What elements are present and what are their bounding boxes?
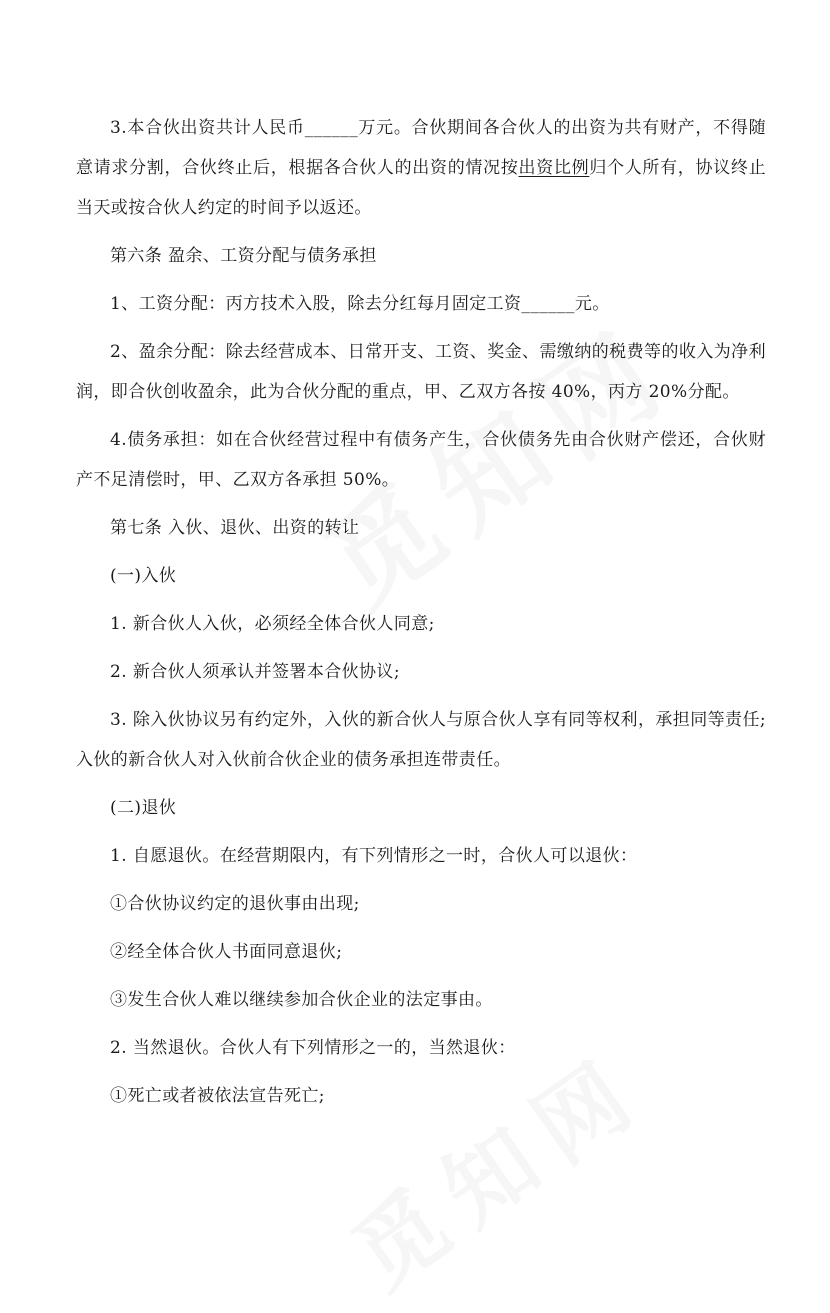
list-item: 2. 当然退伙。合伙人有下列情形之一的，当然退伙： bbox=[110, 1038, 516, 1058]
list-item: ②经全体合伙人书面同意退伙; bbox=[110, 942, 343, 962]
article-heading: 第七条 入伙、退伙、出资的转让 bbox=[110, 518, 360, 538]
article-heading: 第六条 盈余、工资分配与债务承担 bbox=[110, 246, 377, 266]
list-item: 1. 新合伙人入伙，必须经全体合伙人同意; bbox=[110, 614, 435, 634]
underlined-term: 出资比例 bbox=[518, 158, 590, 178]
list-item: ①死亡或者被依法宣告死亡; bbox=[110, 1086, 325, 1106]
paragraph-debt: 4.债务承担：如在合伙经营过程中有债务产生，合伙债务先由合伙财产偿还，合伙财产不足清偿时，甲、乙双方各承担 50%。 bbox=[76, 430, 766, 490]
paragraph-capital-contribution: 3.本合伙出资共计人民币______万元。合伙期间各合伙人的出资为共有财产，不得随意请求分割，合伙终止后，根据各合伙人的出资的情况按出资比例归个人所有，协议终止当天或按合伙人约定的时间予以返还。 bbox=[76, 118, 767, 218]
section-heading: (一)入伙 bbox=[110, 566, 177, 586]
list-item: 3. 除入伙协议另有约定外，入伙的新合伙人与原合伙人享有同等权利，承担同等责任;入伙的新合伙人对入伙前合伙企业的债务承担连带责任。 bbox=[76, 710, 766, 770]
list-item: 1. 自愿退伙。在经营期限内，有下列情形之一时，合伙人可以退伙： bbox=[110, 846, 638, 866]
list-item: ③发生合伙人难以继续参加合伙企业的法定事由。 bbox=[110, 990, 493, 1010]
section-heading: (二)退伙 bbox=[110, 798, 177, 818]
document-body bbox=[76, 108, 766, 1124]
paragraph-wage: 1、工资分配：丙方技术入股，除去分红每月固定工资______元。 bbox=[110, 294, 610, 314]
list-item: 2. 新合伙人须承认并签署本合伙协议; bbox=[110, 662, 400, 682]
paragraph-surplus: 2、盈余分配：除去经营成本、日常开支、工资、奖金、需缴纳的税费等的收入为净利润，即合伙创收盈余，此为合伙分配的重点，甲、乙双方各按 40%，丙方 20%分配。 bbox=[76, 342, 766, 402]
list-item: ①合伙协议约定的退伙事由出现; bbox=[110, 894, 360, 914]
